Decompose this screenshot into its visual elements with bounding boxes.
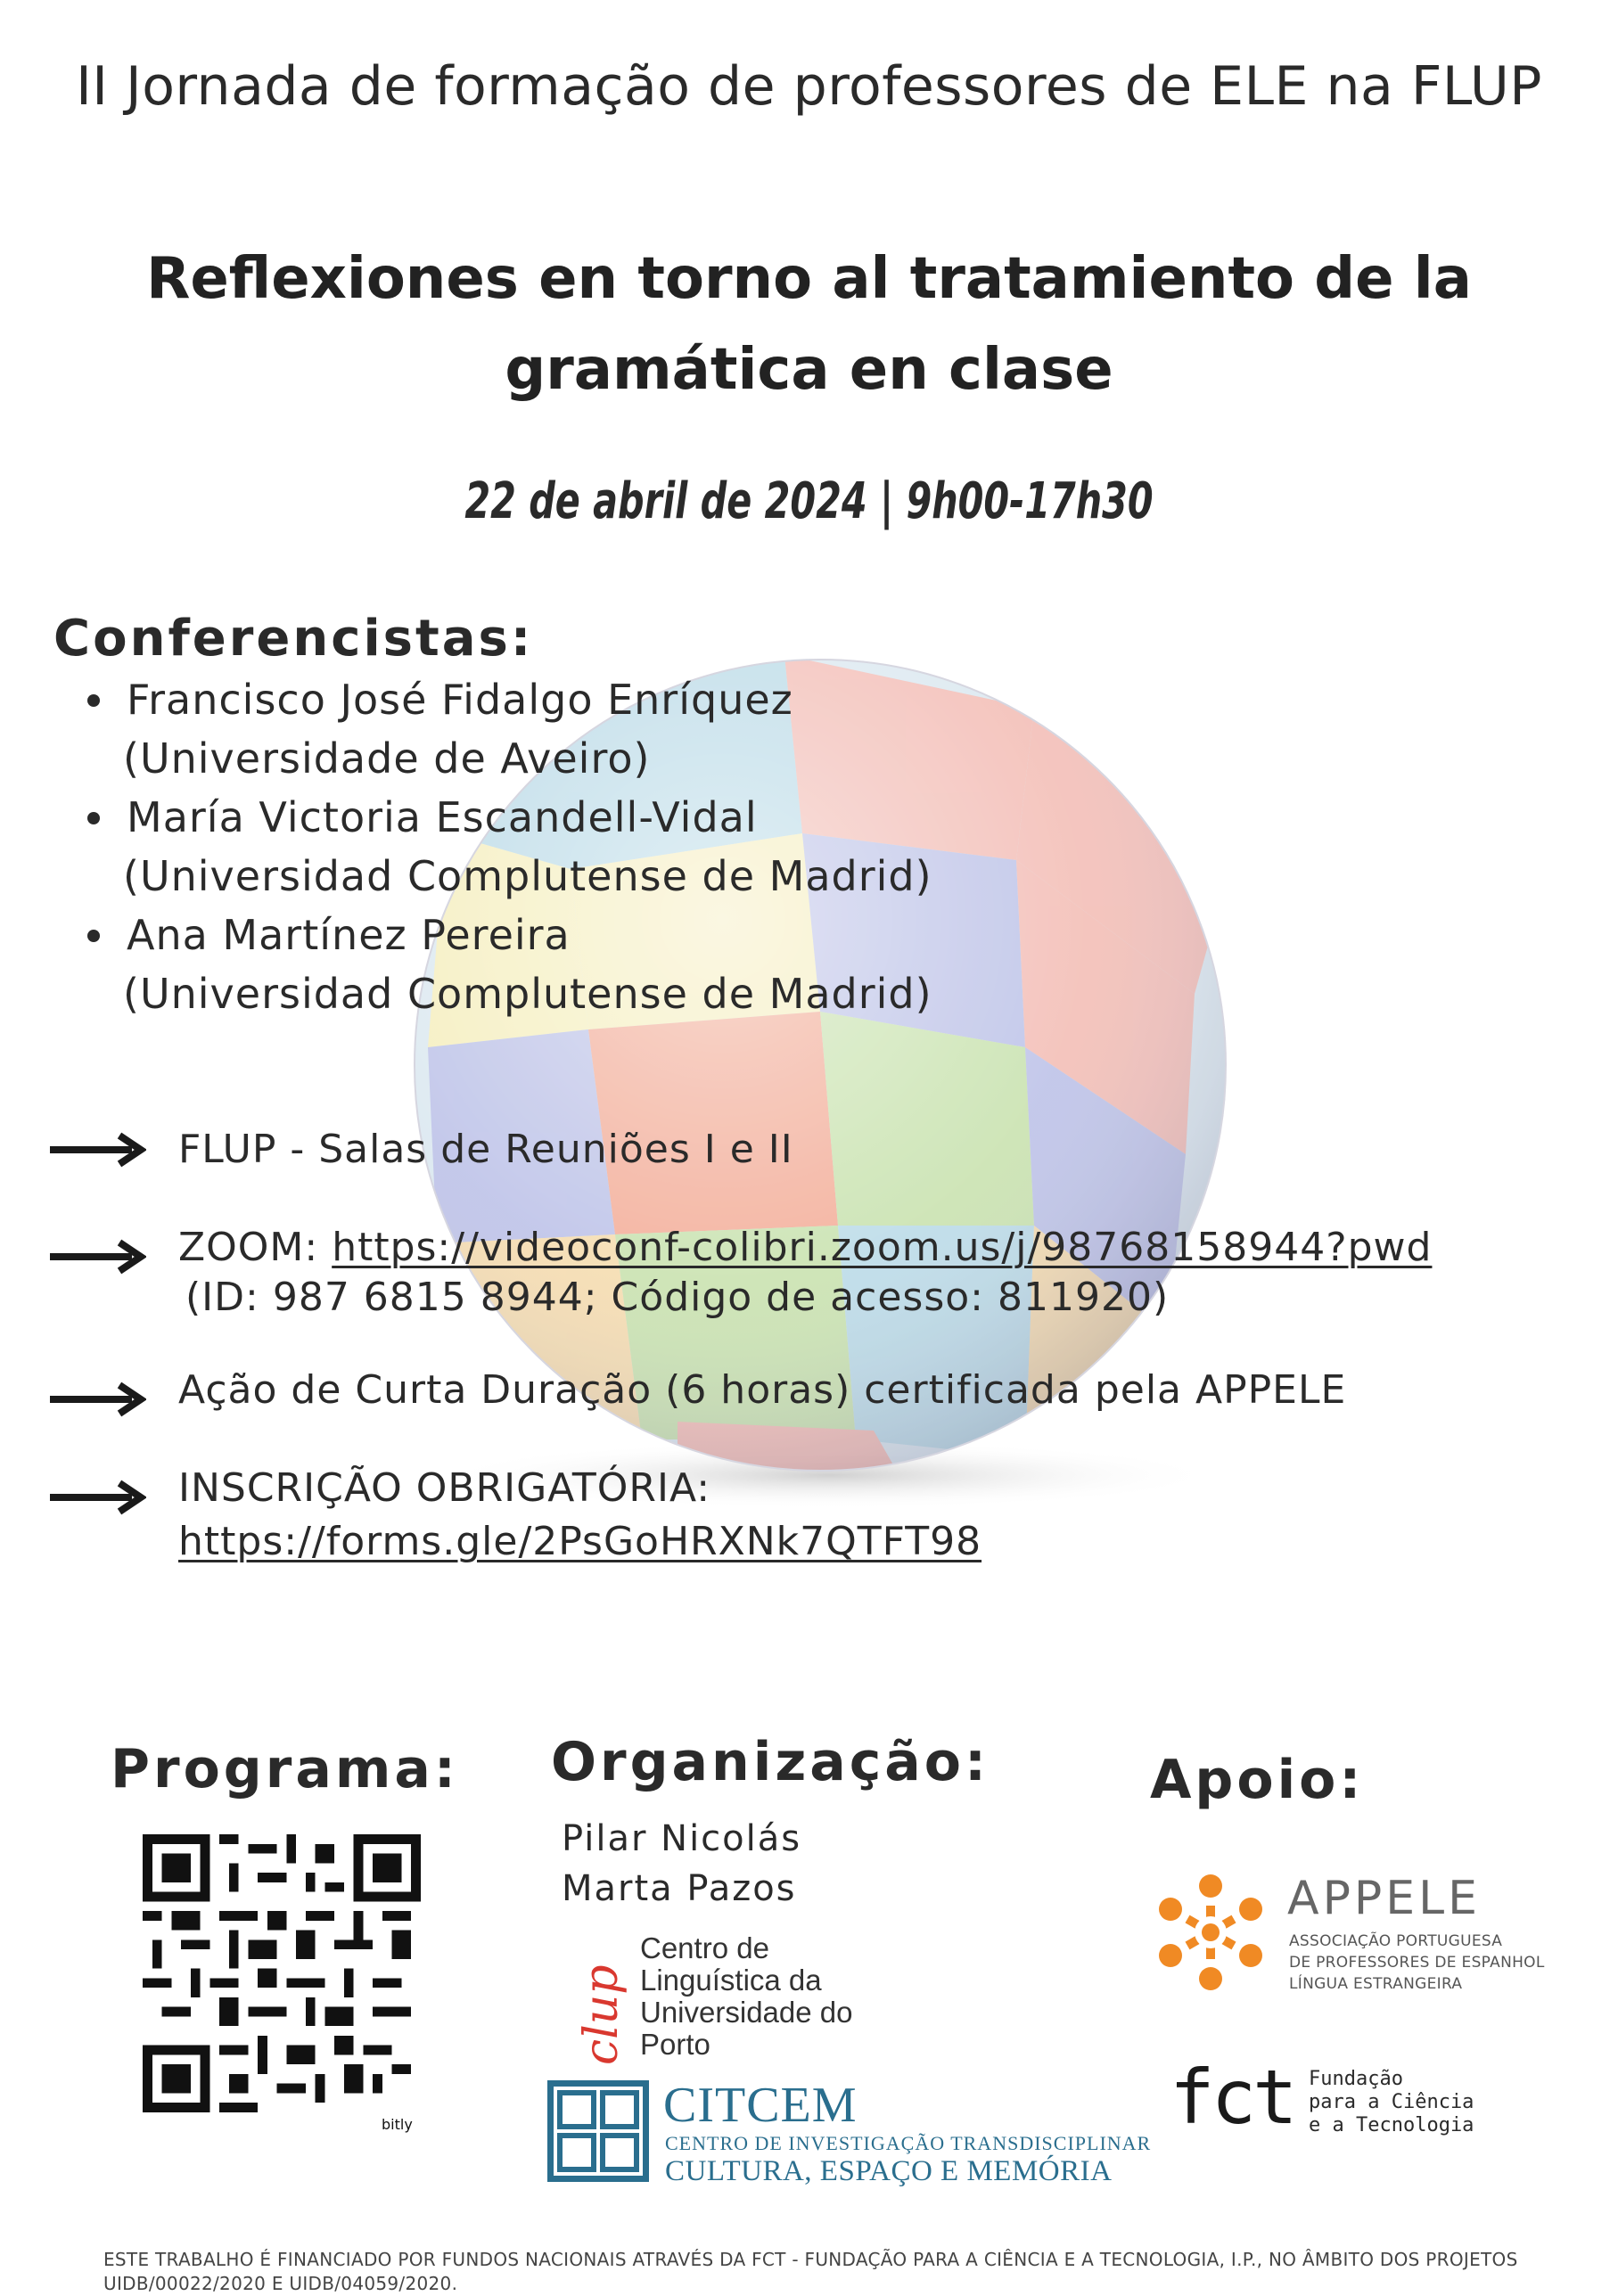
clup-name	[640, 1932, 852, 2061]
zoom-link[interactable]: https://videoconf-colibri.zoom.us/j/98768158944?pwd	[332, 1225, 1433, 1270]
certification-text: Ação de Curta Duração (6 horas) certificada pela APPELE	[178, 1367, 1347, 1413]
registration-label: INSCRIÇÃO OBRIGATÓRIA:	[178, 1465, 711, 1511]
clup-line: Centro de	[640, 1931, 769, 1964]
clup-line: Porto	[640, 2028, 710, 2061]
fct-name-line: e a Tecnologia	[1309, 2114, 1474, 2136]
appele-subtitle: LÍNGUA ESTRANGEIRA	[1289, 1975, 1463, 1993]
clup-line: Linguística da	[640, 1964, 822, 1997]
zoom-details: (ID: 987 6815 8944; Código de acesso: 811920)	[185, 1275, 1170, 1320]
bullet-icon	[87, 812, 100, 824]
fct-logo	[1170, 2054, 1303, 2141]
organizer-name: Marta Pazos	[562, 1868, 797, 1909]
clup-logo	[571, 1936, 635, 2068]
speaker-name: Francisco José Fidalgo Enríquez	[127, 676, 793, 724]
bullet-icon	[87, 930, 100, 942]
citcem-subtitle: CULTURA, ESPAÇO E MEMÓRIA	[665, 2155, 1113, 2187]
clup-line: Universidade do	[640, 1996, 853, 2029]
fct-name-line: para a Ciência	[1309, 2091, 1474, 2113]
programa-heading: Programa:	[111, 1738, 459, 1800]
apoio-heading: Apoio:	[1150, 1749, 1365, 1811]
appele-subtitle: DE PROFESSORES DE ESPANHOL	[1289, 1954, 1545, 1972]
arrow-right-icon	[50, 1239, 146, 1275]
speaker-name: María Victoria Escandell-Vidal	[127, 793, 758, 841]
speakers-heading: Conferencistas:	[53, 610, 534, 668]
organizer-name: Pilar Nicolás	[562, 1818, 802, 1859]
funding-footer	[103, 2248, 1530, 2296]
qr-caption: bitly	[382, 2116, 413, 2133]
footer-line: UIDB/00022/2020 E UIDB/04059/2020.	[103, 2273, 458, 2294]
citcem-subtitle: CENTRO DE INVESTIGAÇÃO TRANSDISCIPLINAR	[665, 2132, 1152, 2154]
appele-subtitle: ASSOCIAÇÃO PORTUGUESA	[1289, 1932, 1503, 1950]
arrow-right-icon	[50, 1480, 146, 1515]
event-title: II Jornada de formação de professores de ELE na FLUP	[76, 55, 1542, 118]
clup-logo-mark: clup	[575, 1964, 628, 2065]
organizacao-heading: Organização:	[551, 1731, 990, 1793]
citcem-logo-icon	[547, 2080, 649, 2182]
speaker-affiliation: (Universidade de Aveiro)	[123, 734, 651, 783]
bullet-icon	[87, 694, 100, 707]
arrow-right-icon	[50, 1132, 146, 1168]
footer-line: ESTE TRABALHO É FINANCIADO POR FUNDOS NACIONAIS ATRAVÉS DA FCT - FUNDAÇÃO PARA A CIÊNCIA E A TECNOLOGIA, I.P., NO ÂMBITO DOS PROJETOS	[103, 2249, 1518, 2270]
registration-link[interactable]: https://forms.gle/2PsGoHRXNk7QTFT98	[178, 1519, 982, 1564]
event-date: 22 de abril de 2024 | 9h00-17h30	[464, 472, 1154, 530]
fct-logo-mark: fct	[1170, 2054, 1294, 2141]
main-title-line1: Reflexiones en torno al tratamiento de la	[146, 246, 1472, 312]
speaker-affiliation: (Universidad Complutense de Madrid)	[123, 970, 932, 1018]
appele-logo-icon	[1148, 1870, 1273, 1995]
speaker-affiliation: (Universidad Complutense de Madrid)	[123, 852, 932, 900]
zoom-label: ZOOM:	[178, 1225, 333, 1270]
qr-code-icon[interactable]	[143, 1834, 421, 2112]
appele-name: APPELE	[1287, 1872, 1481, 1925]
zoom-line	[178, 1223, 1432, 1273]
speaker-name: Ana Martínez Pereira	[127, 911, 571, 959]
venue-text: FLUP - Salas de Reuniões I e II	[178, 1127, 793, 1172]
arrow-right-icon	[50, 1382, 146, 1417]
main-title	[36, 234, 1582, 415]
fct-name-line: Fundação	[1309, 2068, 1403, 2090]
main-title-line2: gramática en clase	[505, 337, 1113, 403]
citcem-name: CITCEM	[663, 2078, 858, 2133]
